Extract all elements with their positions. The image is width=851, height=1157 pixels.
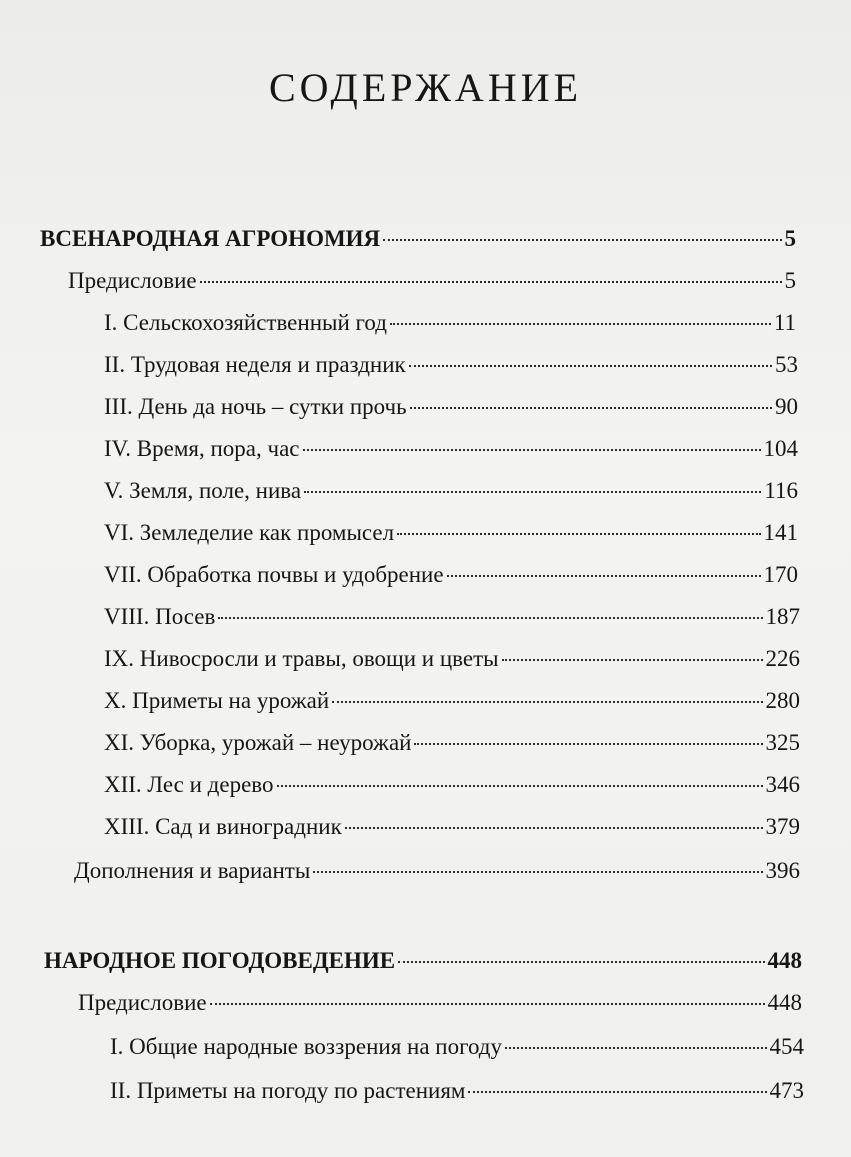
toc-entry[interactable] <box>104 518 798 548</box>
toc-entry-label: III. День да ночь – сутки прочь <box>104 394 407 419</box>
toc-entry-page: 448 <box>767 990 802 1015</box>
toc-entry-page: 280 <box>765 688 800 713</box>
toc-entry[interactable] <box>104 308 796 338</box>
toc-entry-page: 187 <box>765 604 800 629</box>
toc-entry-page: 141 <box>763 520 798 545</box>
toc-entry-page: 454 <box>769 1034 804 1059</box>
toc-leader-dots <box>397 533 760 535</box>
toc-entry-page: 104 <box>763 436 798 461</box>
toc-entry-page: 116 <box>764 478 798 503</box>
toc-leader-dots <box>304 491 761 493</box>
toc-entry[interactable] <box>104 644 800 674</box>
toc-entry-label: X. Приметы на урожай <box>104 688 330 713</box>
toc-entry-page: 5 <box>784 268 796 293</box>
toc-entry-label: IX. Нивоcросли и травы, овощи и цветы <box>104 646 499 671</box>
toc-entry-label: Дополнения и варианты <box>74 858 311 883</box>
toc-leader-dots <box>505 1047 766 1049</box>
toc-leader-dots <box>332 701 762 703</box>
toc-entry-label: II. Трудовая неделя и праздник <box>104 352 406 377</box>
toc-entry-page: 90 <box>775 394 798 419</box>
toc-entry-page: 346 <box>765 772 800 797</box>
toc-entry-label: XI. Уборка, урожай – неурожай <box>104 730 412 755</box>
toc-entry[interactable] <box>104 728 800 758</box>
toc-entry-page: 53 <box>775 352 798 377</box>
page-title: СОДЕРЖАНИЕ <box>268 65 583 110</box>
toc-entry-label: II. Приметы на погоду по растениям <box>110 1078 466 1103</box>
toc-entry-page: 170 <box>763 562 798 587</box>
toc-leader-dots <box>414 743 762 745</box>
toc-entry[interactable] <box>104 560 798 590</box>
toc-entry[interactable] <box>78 988 802 1018</box>
toc-entry[interactable] <box>104 392 798 422</box>
toc-entry-label: VI. Земледелие как промысел <box>104 520 395 545</box>
toc-entry[interactable] <box>104 434 798 464</box>
toc-entry[interactable] <box>74 856 800 886</box>
toc-entry-page: 226 <box>765 646 800 671</box>
toc-leader-dots <box>303 449 761 451</box>
toc-leader-dots <box>210 1003 765 1005</box>
toc-leader-dots <box>313 871 762 873</box>
toc-entry-page: 396 <box>765 858 800 883</box>
toc-entry-section[interactable] <box>44 946 802 976</box>
toc-entry-label: XII. Лес и дерево <box>104 772 274 797</box>
toc-leader-dots <box>409 365 772 367</box>
toc-entry-label: VII. Обработка почвы и удобрение <box>104 562 444 587</box>
toc-leader-dots <box>390 323 771 325</box>
toc-entry-label: XIII. Сад и виноградник <box>104 814 342 839</box>
toc-leader-dots <box>447 575 761 577</box>
toc-entry-label: Предисловие <box>68 268 197 293</box>
toc-entry[interactable] <box>104 476 798 506</box>
toc-leader-dots <box>345 827 763 829</box>
toc-entry-label: ВСЕНАРОДНАЯ АГРОНОМИЯ <box>40 226 381 251</box>
toc-entry-page: 325 <box>765 730 800 755</box>
toc-entry[interactable] <box>104 602 800 632</box>
toc-entry-page: 5 <box>784 226 796 251</box>
toc-entry-page: 11 <box>773 310 796 335</box>
toc-leader-dots <box>200 281 782 283</box>
toc-entry-page: 379 <box>765 814 800 839</box>
toc-entry-label: VIII. Посев <box>104 604 216 629</box>
toc-leader-dots <box>218 617 762 619</box>
toc-leader-dots <box>502 659 763 661</box>
toc-leader-dots <box>468 1091 766 1093</box>
toc-entry[interactable] <box>68 266 796 296</box>
toc-entry[interactable] <box>110 1076 804 1106</box>
toc-entry[interactable] <box>104 686 800 716</box>
toc-leader-dots <box>410 407 772 409</box>
toc-entry-section[interactable] <box>40 224 796 254</box>
toc-entry-label: I. Сельскохозяйственный год <box>104 310 387 335</box>
toc-entry[interactable] <box>104 770 800 800</box>
toc-entry[interactable] <box>104 350 798 380</box>
toc-entry-page: 448 <box>767 948 802 973</box>
toc-entry-label: НАРОДНОЕ ПОГОДОВЕДЕНИЕ <box>44 948 396 973</box>
toc-entry-page: 473 <box>769 1078 804 1103</box>
toc-entry[interactable] <box>110 1032 804 1062</box>
toc-entry-label: V. Земля, поле, нива <box>104 478 302 503</box>
toc-leader-dots <box>277 785 763 787</box>
toc-leader-dots <box>398 961 764 963</box>
toc-entry[interactable] <box>104 812 800 842</box>
toc-entry-label: I. Общие народные воззрения на погоду <box>110 1034 503 1059</box>
toc-entry-label: IV. Время, пора, час <box>104 436 300 461</box>
toc-leader-dots <box>383 239 781 241</box>
toc-entry-label: Предисловие <box>78 990 207 1015</box>
